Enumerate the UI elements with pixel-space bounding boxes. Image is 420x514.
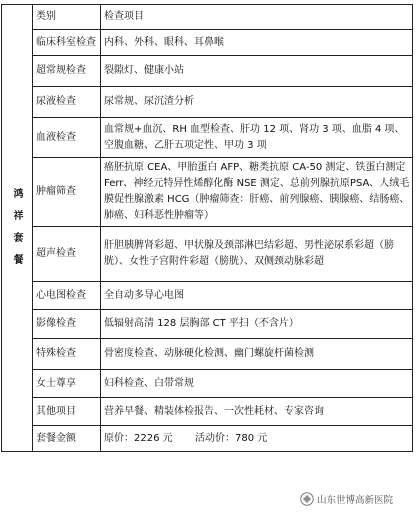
original-price: 原价：2226 元 (104, 432, 173, 444)
items-cell: 内科、外科、眼科、耳鼻喉 (101, 30, 413, 56)
table-row (2, 118, 413, 158)
items-cell: 癌胚抗原 CEA、甲胎蛋白 AFP、糖类抗原 CA-50 测定、铁蛋白测定 Ferr、神经元特异性烯醇化酶 NSE 测定、总前列腺抗原PSA、人绒毛膜促性腺激素 HCG（肿瘤筛查：肝癌、前列腺癌、胰腺癌、结肠癌、肺癌、妇科恶性肿瘤等） (101, 158, 413, 227)
items-cell: 营养早餐、精装体检报告、一次性耗材、专家咨询 (101, 398, 413, 426)
table-row (2, 56, 413, 87)
items-cell: 血常规+血沉、RH 血型检查、肝功 12 项、肾功 3 项、血脂 4 项、空腹血糖、乙肝五项定性、甲功 3 项 (101, 118, 413, 158)
category-cell: 其他项目 (33, 398, 101, 426)
table-row (2, 5, 413, 30)
package-title: 鸿祥套餐 (13, 189, 24, 266)
table-row (2, 310, 413, 339)
category-cell: 超常规检查 (33, 56, 101, 87)
table-row (2, 426, 413, 452)
category-cell: 女士尊享 (33, 370, 101, 398)
activity-price: 活动价：780 元 (195, 432, 268, 444)
items-cell: 骨密度检查、动脉硬化检测、幽门螺旋杆菌检测 (101, 339, 413, 370)
category-cell: 影像检查 (33, 310, 101, 339)
table-row (2, 158, 413, 227)
table-row (2, 87, 413, 118)
items-cell: 尿常规、尿沉渣分析 (101, 87, 413, 118)
watermark-text: 山东世博高新医院 (317, 495, 394, 506)
items-cell: 低辐射高清 128 层胸部 CT 平扫（不含片） (101, 310, 413, 339)
table-row (2, 30, 413, 56)
table-row (2, 227, 413, 282)
hospital-logo-icon (300, 492, 314, 506)
package-title-cell (2, 5, 33, 452)
category-cell: 特殊检查 (33, 339, 101, 370)
category-header: 类别 (33, 5, 101, 30)
items-cell: 裂隙灯、健康小站 (101, 56, 413, 87)
category-cell: 血液检查 (33, 118, 101, 158)
category-cell: 套餐金额 (33, 426, 101, 452)
items-cell: 肝胆胰脾肾彩超、甲状腺及颈部淋巴结彩超、男性泌尿系彩超（膀胱）、女性子宫附件彩超（膀胱）、双侧颈动脉彩超 (101, 227, 413, 282)
items-cell: 全自动多导心电图 (101, 282, 413, 310)
items-cell: 妇科检查、白带常规 (101, 370, 413, 398)
category-cell: 肿瘤筛查 (33, 158, 101, 227)
price-cell (101, 426, 413, 452)
table-row (2, 339, 413, 370)
watermark (300, 488, 393, 510)
category-cell: 心电图检查 (33, 282, 101, 310)
category-cell: 超声检查 (33, 227, 101, 282)
package-table (1, 4, 413, 452)
category-cell: 临床科室检查 (33, 30, 101, 56)
table-row (2, 370, 413, 398)
table-row (2, 398, 413, 426)
table-row (2, 282, 413, 310)
items-header: 检查项目 (101, 5, 413, 30)
category-cell: 尿液检查 (33, 87, 101, 118)
